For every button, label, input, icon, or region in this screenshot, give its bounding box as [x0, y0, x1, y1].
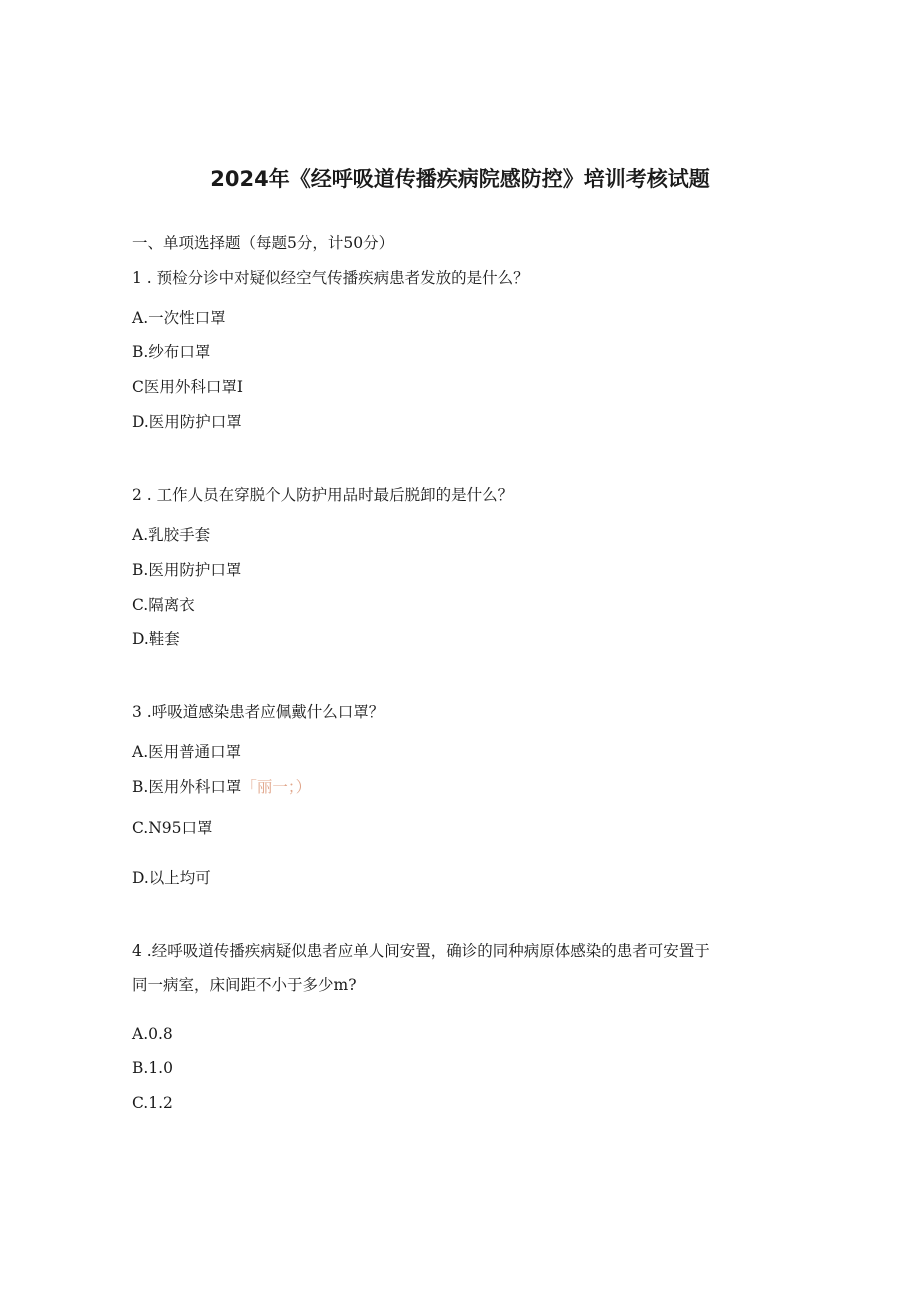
question-4-option-a: A.0.8: [132, 1025, 173, 1043]
question-3-option-c: C.N95口罩: [132, 819, 213, 837]
question-3-option-b-text: B.医用外科口罩: [132, 778, 242, 796]
question-4-option-b: B.1.0: [132, 1059, 173, 1077]
question-3-option-b: [132, 777, 311, 797]
handwritten-mark: 「丽一；）: [241, 778, 312, 796]
question-1-stem: 1 . 预检分诊中对疑似经空气传播疾病患者发放的是什么？: [132, 269, 529, 287]
question-2-stem: 2 . 工作人员在穿脱个人防护用品时最后脱卸的是什么？: [132, 486, 514, 504]
question-2-option-c: C.隔离衣: [132, 596, 195, 614]
page-title: 2024年《经呼吸道传播疾病院感防控》培训考核试题: [210, 167, 710, 191]
question-3-option-d: D.以上均可: [132, 869, 211, 887]
question-4-stem-line-1: 4 .经呼吸道传播疾病疑似患者应单人间安置，确诊的同种病原体感染的患者可安置于: [132, 942, 710, 960]
question-4-stem-line-2: 同一病室，床间距不小于多少m?: [132, 976, 357, 994]
section-heading: 一、单项选择题（每题5分，计50分）: [132, 234, 395, 252]
question-1-option-d: D.医用防护口罩: [132, 413, 242, 431]
question-2-option-b: B.医用防护口罩: [132, 561, 242, 579]
question-2-option-d: D.鞋套: [132, 630, 180, 648]
question-3-option-a: A.医用普通口罩: [132, 743, 242, 761]
question-4-option-c: C.1.2: [132, 1094, 173, 1112]
question-1-option-b: B.纱布口罩: [132, 343, 211, 361]
question-1-option-a: A.一次性口罩: [132, 309, 226, 327]
question-2-option-a: A.乳胶手套: [132, 526, 211, 544]
question-3-stem: 3 .呼吸道感染患者应佩戴什么口罩？: [132, 703, 385, 721]
question-1-option-c: C医用外科口罩I: [132, 378, 243, 396]
